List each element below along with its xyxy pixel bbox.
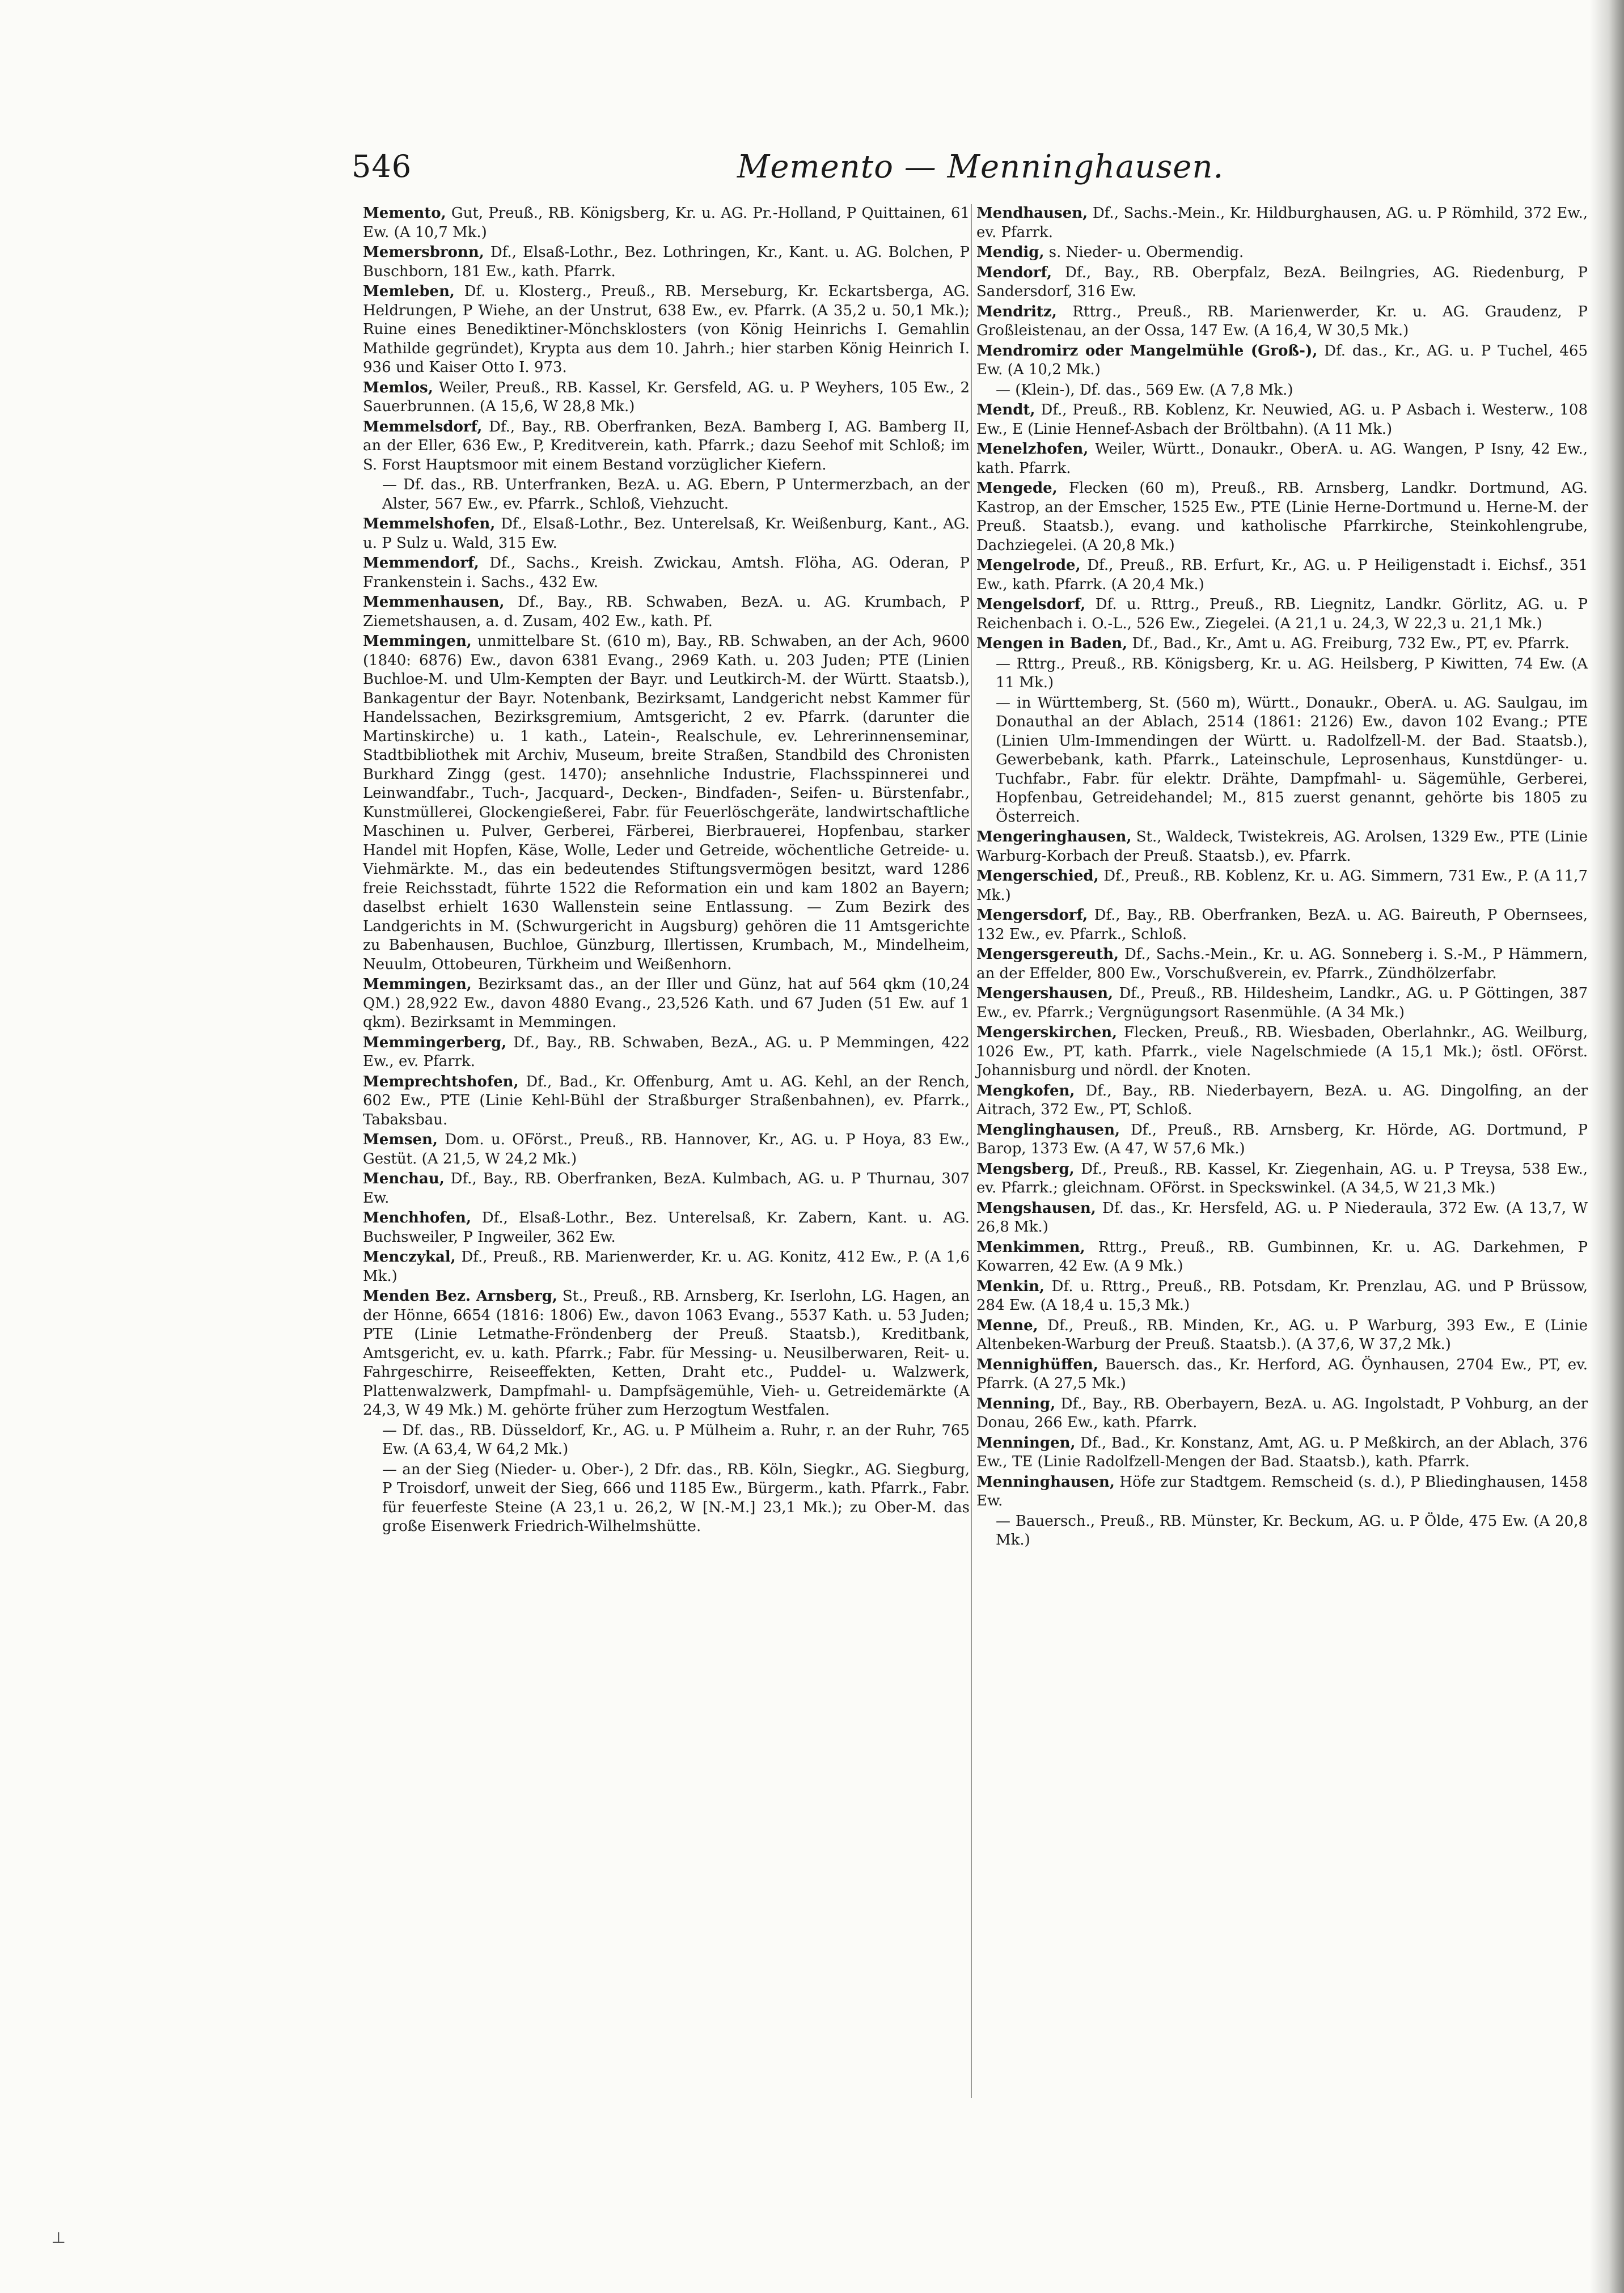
dictionary-entry: [976, 1434, 1588, 1472]
entry-headword: Menchau,: [363, 1170, 445, 1187]
dictionary-entry: [976, 1082, 1588, 1120]
dictionary-entry: [363, 1073, 970, 1130]
entry-headword: Memmenhausen,: [363, 594, 505, 611]
dictionary-entry: [976, 1199, 1588, 1237]
entry-headword: Menchhofen,: [363, 1209, 471, 1226]
dictionary-entry: [976, 828, 1588, 866]
entry-headword: Memprechtshofen,: [363, 1073, 519, 1090]
right-column: [976, 204, 1588, 1551]
entry-text: — Bauersch., Preuß., RB. Münster, Kr. Beckum, AG. u. P Ölde, 475 Ew. (A 20,8 Mk.): [996, 1512, 1588, 1549]
dictionary-entry: [363, 243, 970, 281]
entry-text: Df. das., Kr. Hersfeld, AG. u. P Niederaula, 372 Ew. (A 13,7, W 26,8 Mk.): [976, 1199, 1588, 1236]
dictionary-entry: [976, 264, 1588, 302]
entry-headword: Memmelsdorf,: [363, 418, 483, 435]
entry-headword: Menne,: [976, 1317, 1038, 1334]
entry-text: Df., Sachs.-Mein., Kr. u. AG. Sonneberg i. S.-M., P Hämmern, an der Effelder, 800 Ew., Vorschußverein, ev. Pfarrk., Zündhölzerfabr.: [976, 946, 1588, 982]
entry-text: Bezirksamt das., an der Iller und Günz, hat auf 564 qkm (10,24 QM.) 28,922 Ew., davon 4880 Evang., 23,526 Kath. und 67 Juden (51 Ew. auf 1 qkm). Bezirksamt in Memmingen.: [363, 976, 970, 1031]
entry-text: Df., Bay., RB. Oberfranken, BezA. u. AG. Baireuth, P Obernsees, 132 Ew., ev. Pfarrk., Schloß.: [976, 907, 1588, 943]
page-number: 546: [352, 149, 412, 184]
entry-headword: Mennighüffen,: [976, 1356, 1098, 1373]
entry-text: Dom. u. OFörst., Preuß., RB. Hannover, Kr., AG. u. P Hoya, 83 Ew., Gestüt. (A 21,5, W 24,2 Mk.): [363, 1131, 970, 1167]
entry-text: Flecken (60 m), Preuß., RB. Arnsberg, Landkr. Dortmund, AG. Kastrop, an der Emscher, 1525 Ew., PTE (Linie Herne-Dortmund u. Herne-M. der Preuß. Staatsb.), evang. und katholische Pfarrkirche, Steinkohlengrube, Dachziegelei. (A 20,8 Mk.): [976, 480, 1588, 554]
entry-text: Df., Sachs.-Mein., Kr. Hildburghausen, AG. u. P Römhild, 372 Ew., ev. Pfarrk.: [976, 205, 1588, 241]
entry-text: Df., Bay., RB. Niederbayern, BezA. u. AG. Dingolfing, an der Aitrach, 372 Ew., PT, Schloß.: [976, 1082, 1588, 1118]
dictionary-entry: [363, 418, 970, 475]
entry-headword: Memleben,: [363, 283, 455, 300]
entry-headword: Menninghausen,: [976, 1473, 1115, 1491]
dictionary-entry: [976, 634, 1588, 654]
column-divider: [971, 204, 972, 2098]
dictionary-entry: [976, 1277, 1588, 1315]
dictionary-entry: [363, 1131, 970, 1169]
entry-text: Bauersch. das., Kr. Herford, AG. Öynhausen, 2704 Ew., PT, ev. Pfarrk. (A 27,5 Mk.): [976, 1356, 1588, 1392]
entry-text: St., Preuß., RB. Arnsberg, Kr. Iserlohn, LG. Hagen, an der Hönne, 6654 (1816: 1806) Ew., davon 1063 Evang., 5537 Kath. u. 53 Juden; PTE (Linie Letmathe-Fröndenberg der Preuß. Staatsb.), Kreditbank, Amtsgericht, ev. u. kath. Pfarrk.; Fabr. für Messing- u. Neusilberwaren, Reit- u. Fahrgeschirre, Reiseeffekten, Ketten, Draht etc., Puddel- u. Walzwerk, Plattenwalzwerk, Dampfmahl- u. Dampfsägemühle, Vieh- u. Getreidemärkte (A 24,3, W 49 Mk.) M. gehörte früher zum Herzogtum Westfalen.: [363, 1288, 970, 1419]
entry-text: Df., Elsaß-Lothr., Bez. Unterelsaß, Kr. Zabern, Kant. u. AG. Buchsweiler, P Ingweiler, 362 Ew.: [363, 1209, 970, 1246]
entry-text: — Df. das., RB. Düsseldorf, Kr., AG. u. P Mülheim a. Ruhr, r. an der Ruhr, 765 Ew. (A 63,4, W 64,2 Mk.): [382, 1422, 970, 1458]
dictionary-entry: [976, 1160, 1588, 1198]
entry-text: Df. u. Rttrg., Preuß., RB. Liegnitz, Landkr. Görlitz, AG. u. P Reichenbach i. O.-L., 526 Ew., Ziegelei. (A 21,1 u. 24,3, W 22,3 u. 21,1 Mk.): [976, 596, 1588, 632]
entry-headword: Memmingen,: [363, 633, 472, 650]
dictionary-entry: [976, 655, 1588, 693]
dictionary-entry: [363, 1287, 970, 1420]
entry-text: — in Württemberg, St. (560 m), Württ., Donaukr., OberA. u. AG. Saulgau, im Donauthal an der Ablach, 2514 (1861: 2126) Ew., davon 102 Evang.; PTE (Linien Ulm-Immendingen der Württ. u. Radolfzell-M. der Bad. Staatsb.), Gewerbebank, kath. Pfarrk., Lateinschule, Leprosenhaus, Kunstdünger- u. Tuchfabr., Fabr. für elektr. Drähte, Dampfmahl- u. Sägemühle, Gerberei, Hopfenbau, Getreidehandel; M., 815 zuerst genannt, gehörte bis 1805 zu Österreich.: [996, 694, 1588, 826]
dictionary-entry: [363, 1209, 970, 1247]
entry-text: Df., Preuß., RB. Minden, Kr., AG. u. P Warburg, 393 Ew., E (Linie Altenbeken-Warburg der Preuß. Staatsb.). (A 37,6, W 37,2 Mk.): [976, 1317, 1588, 1353]
entry-headword: Mendt,: [976, 401, 1035, 418]
entry-text: — (Klein-), Df. das., 569 Ew. (A 7,8 Mk.): [996, 381, 1293, 399]
dictionary-entry: [363, 282, 970, 378]
scan-mark-icon: ⊥: [51, 2228, 66, 2247]
entry-text: Df., Preuß., RB. Hildesheim, Landkr., AG. u. P Göttingen, 387 Ew., ev. Pfarrk.; Vergnügungsort Rasenmühle. (A 34 Mk.): [976, 985, 1588, 1021]
entry-headword: Mengeringhausen,: [976, 828, 1132, 845]
scan-edge-shadow: [1590, 0, 1624, 2293]
entry-headword: Mengerschied,: [976, 868, 1099, 885]
entry-text: Df., Preuß., RB. Erfurt, Kr., AG. u. P Heiligenstadt i. Eichsf., 351 Ew., kath. Pfarrk. (A 20,4 Mk.): [976, 557, 1588, 593]
entry-headword: Memento,: [363, 205, 446, 222]
dictionary-entry: [976, 303, 1588, 341]
entry-headword: Menelzhofen,: [976, 441, 1089, 458]
dictionary-entry: [363, 515, 970, 553]
entry-headword: Menkimmen,: [976, 1238, 1085, 1256]
dictionary-entry: [363, 632, 970, 974]
dictionary-entry: [363, 204, 970, 242]
dictionary-entry: [363, 476, 970, 514]
entry-text: Df., Preuß., RB. Koblenz, Kr. Neuwied, AG. u. P Asbach i. Westerw., 108 Ew., E (Linie Hennef-Asbach der Bröltbahn). (A 11 Mk.): [976, 401, 1588, 438]
dictionary-entry: [976, 1121, 1588, 1159]
entry-text: Df., Preuß., RB. Koblenz, Kr. u. AG. Simmern, 731 Ew., P. (A 11,7 Mk.): [976, 868, 1588, 904]
entry-headword: Menning,: [976, 1395, 1056, 1412]
entry-text: unmittelbare St. (610 m), Bay., RB. Schwaben, an der Ach, 9600 (1840: 6876) Ew., davon 6381 Evang., 2969 Kath. u. 203 Juden; PTE (Linien Buchloe-M. und Ulm-Kempten der Bayr. und Leutkirch-M. der Württ. Staatsb.), Bankagentur der Bayr. Notenbank, Bezirksamt, Landgericht nebst Kammer für Handelssachen, Bezirksgremium, Amtsgericht, 2 ev. Pfarrk. (darunter die Martinskirche) u. 1 kath., Latein-, Realschule, ev. Lehrerinnenseminar, Stadtbibliothek mit Archiv, Museum, breite Straßen, Standbild des Chronisten Burkhard Zingg (gest. 1470); ansehnliche Industrie, Flachsspinnerei und Leinwandfabr., Tuch-, Jacquard-, Decken-, Bindfaden-, Seifen- u. Bürstenfabr., Kunstmüllerei, Glockengießerei, Fabr. für Feuerlöschgeräte, landwirtschaftliche Maschinen u. Pulver, Gerberei, Färberei, Bierbrauerei, Hopfenbau, starker Handel mit Hopfen, Käse, Wolle, Leder und Getreide, wöchentliche Getreide- u. Viehmärkte. M., das ein bedeutendes Stiftungsvermögen besitzt, ward 1286 freie Reichsstadt, führte 1522 die Reformation ein und kam 1802 an Bayern; daselbst erhielt 1630 Wallenstein seine Entlassung. — Zum Bezirk des Landgerichts in M. (Schwurgericht in Augsburg) gehören die 11 Amtsgerichte zu Babenhausen, Buchloe, Günzburg, Illertissen, Krumbach, M., Mindelheim, Neuulm, Ottobeuren, Türkheim und Weißenhorn.: [363, 633, 970, 973]
entry-headword: Memlos,: [363, 379, 433, 396]
dictionary-entry: [976, 243, 1588, 263]
dictionary-entry: [363, 1170, 970, 1208]
entry-headword: Mengkofen,: [976, 1082, 1075, 1099]
entry-headword: Mendritz,: [976, 303, 1057, 320]
entry-headword: Mendhausen,: [976, 205, 1088, 222]
page-title: Memento — Menninghausen.: [737, 149, 1224, 185]
entry-headword: Mendromirz oder Mangelmühle (Groß-),: [976, 342, 1318, 359]
dictionary-entry: [363, 554, 970, 592]
entry-headword: Mengen in Baden,: [976, 635, 1128, 652]
entry-text: Df., Elsaß-Lothr., Bez. Lothringen, Kr., Kant. u. AG. Bolchen, P Buschborn, 181 Ew., kath. Pfarrk.: [363, 244, 970, 280]
page-header: [352, 149, 1270, 194]
entry-headword: Mengsberg,: [976, 1160, 1075, 1178]
dictionary-entry: [363, 975, 970, 1033]
dictionary-entry: [976, 906, 1588, 944]
dictionary-entry: [976, 342, 1588, 380]
entry-text: Df., Bay., RB. Oberpfalz, BezA. Beilngries, AG. Riedenburg, P Sandersdorf, 316 Ew.: [976, 264, 1588, 300]
dictionary-entry: [976, 694, 1588, 827]
entry-headword: Mengelsdorf,: [976, 596, 1086, 613]
entry-headword: Mengersgereuth,: [976, 946, 1119, 963]
entry-headword: Mendig,: [976, 244, 1044, 261]
entry-text: — Df. das., RB. Unterfranken, BezA. u. AG. Ebern, P Untermerzbach, an der Alster, 567 Ew., ev. Pfarrk., Schloß, Viehzucht.: [382, 476, 970, 513]
entry-text: Höfe zur Stadtgem. Remscheid (s. d.), P Bliedinghausen, 1458 Ew.: [976, 1473, 1588, 1509]
entry-headword: Memmendorf,: [363, 555, 479, 572]
dictionary-entry: [976, 204, 1588, 242]
entry-headword: Memersbronn,: [363, 244, 484, 261]
entry-headword: Mengshausen,: [976, 1199, 1096, 1217]
entry-text: Df., Bad., Kr. Konstanz, Amt, AG. u. P Meßkirch, an der Ablach, 376 Ew., TE (Linie Radolfzell-Mengen der Bad. Staatsb.), kath. Pfarrk.: [976, 1434, 1588, 1470]
dictionary-entry: [363, 1422, 970, 1459]
entry-headword: Memsen,: [363, 1131, 438, 1148]
entry-headword: Memmingen,: [363, 976, 472, 993]
entry-text: Df., Bay., RB. Schwaben, BezA., AG. u. P Memmingen, 422 Ew., ev. Pfarrk.: [363, 1034, 970, 1070]
entry-text: Flecken, Preuß., RB. Wiesbaden, Oberlahnkr., AG. Weilburg, 1026 Ew., PT, kath. Pfarrk., viele Nagelschmiede (A 15,1 Mk.); östl. OFörst. Johannisburg und nördl. der Knoten.: [976, 1024, 1588, 1079]
entry-headword: Mengersdorf,: [976, 907, 1088, 924]
entry-text: Df. u. Klosterg., Preuß., RB. Merseburg, Kr. Eckartsberga, AG. Heldrungen, P Wiehe, an der Unstrut, 638 Ew., ev. Pfarrk. (A 35,2 u. 50,1 Mk.); Ruine eines Benediktiner-Mönchsklosters (von König Heinrichs I. Gemahlin Mathilde gegründet), Krypta aus dem 10. Jahrh.; hier starben König Heinrich I. 936 und Kaiser Otto I. 973.: [363, 283, 970, 376]
dictionary-entry: [976, 440, 1588, 478]
dictionary-entry: [976, 867, 1588, 905]
dictionary-entry: [363, 1248, 970, 1286]
dictionary-entry: [363, 593, 970, 631]
dictionary-entry: [976, 945, 1588, 983]
entry-text: St., Waldeck, Twistekreis, AG. Arolsen, 1329 Ew., PTE (Linie Warburg-Korbach der Preuß. Staatsb.), ev. Pfarrk.: [976, 828, 1588, 865]
entry-headword: Mengede,: [976, 480, 1058, 497]
entry-text: Weiler, Preuß., RB. Kassel, Kr. Gersfeld, AG. u. P Weyhers, 105 Ew., 2 Sauerbrunnen. (A 15,6, W 28,8 Mk.): [363, 379, 970, 415]
entry-headword: Mengelrode,: [976, 557, 1081, 574]
dictionary-entry: [976, 381, 1588, 400]
entry-text: s. Nieder- u. Obermendig.: [1048, 244, 1244, 261]
entry-text: Df., Bay., RB. Oberfranken, BezA. Kulmbach, AG. u. P Thurnau, 307 Ew.: [363, 1170, 970, 1207]
dictionary-entry: [363, 1034, 970, 1072]
entry-headword: Menkin,: [976, 1277, 1045, 1295]
dictionary-entry: [976, 595, 1588, 633]
dictionary-entry: [976, 479, 1588, 555]
entry-headword: Menningen,: [976, 1434, 1076, 1452]
entry-text: Df., Elsaß-Lothr., Bez. Unterelsaß, Kr. Weißenburg, Kant., AG. u. P Sulz u. Wald, 315 Ew.: [363, 515, 970, 552]
entry-headword: Memmingerberg,: [363, 1034, 507, 1051]
dictionary-entry: [976, 1023, 1588, 1081]
dictionary-entry: [976, 556, 1588, 594]
entry-headword: Menglinghausen,: [976, 1121, 1120, 1139]
entry-text: Df., Bay., RB. Oberfranken, BezA. Bamberg I, AG. Bamberg II, an der Eller, 636 Ew., P, Kreditverein, kath. Pfarrk.; dazu Seehof mit Schloß; im S. Forst Hauptsmoor mit einem Bestand vorzüglicher Kiefern.: [363, 418, 970, 473]
entry-headword: Memmelshofen,: [363, 515, 496, 532]
dictionary-entry: [976, 1356, 1588, 1394]
dictionary-entry: [363, 1461, 970, 1537]
dictionary-entry: [976, 1512, 1588, 1550]
entry-headword: Menczykal,: [363, 1249, 456, 1266]
entry-text: Df., Bad., Kr. Offenburg, Amt u. AG. Kehl, an der Rench, 602 Ew., PTE (Linie Kehl-Bühl der Straßburger Straßenbahnen), ev. Pfarrk., Tabaksbau.: [363, 1073, 970, 1128]
entry-text: Df., Sachs., Kreish. Zwickau, Amtsh. Flöha, AG. Oderan, P Frankenstein i. Sachs., 432 Ew.: [363, 555, 970, 591]
entry-text: Df., Preuß., RB. Kassel, Kr. Ziegenhain, AG. u. P Treysa, 538 Ew., ev. Pfarrk.; gleichnam. OFörst. in Speckswinkel. (A 34,5, W 21,3 Mk.): [976, 1160, 1588, 1196]
entry-headword: Menden Bez. Arnsberg,: [363, 1288, 557, 1305]
dictionary-entry: [976, 1238, 1588, 1276]
entry-text: Rttrg., Preuß., RB. Marienwerder, Kr. u. AG. Graudenz, P Großleistenau, an der Ossa, 147 Ew. (A 16,4, W 30,5 Mk.): [976, 303, 1588, 339]
dictionary-entry: [976, 984, 1588, 1022]
entry-text: Df., Preuß., RB. Arnsberg, Kr. Hörde, AG. Dortmund, P Barop, 1373 Ew. (A 47, W 57,6 Mk.): [976, 1121, 1588, 1157]
dictionary-entry: [976, 401, 1588, 439]
entry-text: Df., Preuß., RB. Marienwerder, Kr. u. AG. Konitz, 412 Ew., P. (A 1,6 Mk.): [363, 1249, 970, 1285]
entry-text: — an der Sieg (Nieder- u. Ober-), 2 Dfr. das., RB. Köln, Siegkr., AG. Siegburg, P Troisdorf, unweit der Sieg, 666 und 1185 Ew., Bürgerm., kath. Pfarrk., Fabr. für feuerfeste Steine (A 23,1 u. 26,2, W [N.-M.] 23,1 Mk.); zu Ober-M. das große Eisenwerk Friedrich-Wilhelmshütte.: [382, 1461, 970, 1535]
entry-text: Df., Bay., RB. Schwaben, BezA. u. AG. Krumbach, P Ziemetshausen, a. d. Zusam, 402 Ew., kath. Pf.: [363, 594, 970, 630]
entry-headword: Mendorf,: [976, 264, 1052, 281]
dictionary-entry: [976, 1395, 1588, 1433]
entry-text: Rttrg., Preuß., RB. Gumbinnen, Kr. u. AG. Darkehmen, P Kowarren, 42 Ew. (A 9 Mk.): [976, 1238, 1588, 1275]
entry-text: Df. das., Kr., AG. u. P Tuchel, 465 Ew. (A 10,2 Mk.): [976, 342, 1588, 378]
dictionary-entry: [976, 1317, 1588, 1355]
entry-text: — Rttrg., Preuß., RB. Königsberg, Kr. u. AG. Heilsberg, P Kiwitten, 74 Ew. (A 11 Mk.): [996, 655, 1588, 691]
entry-text: Gut, Preuß., RB. Königsberg, Kr. u. AG. Pr.-Holland, P Quittainen, 61 Ew. (A 10,7 Mk.): [363, 205, 970, 241]
entry-text: Weiler, Württ., Donaukr., OberA. u. AG. Wangen, P Isny, 42 Ew., kath. Pfarrk.: [976, 441, 1588, 477]
dictionary-entry: [363, 379, 970, 417]
entry-headword: Mengershausen,: [976, 985, 1114, 1002]
left-column: [363, 204, 970, 1538]
entry-text: Df., Bay., RB. Oberbayern, BezA. u. AG. Ingolstadt, P Vohburg, an der Donau, 266 Ew., kath. Pfarrk.: [976, 1395, 1588, 1431]
entry-headword: Mengerskirchen,: [976, 1024, 1118, 1041]
dictionary-entry: [976, 1473, 1588, 1511]
entry-text: Df. u. Rttrg., Preuß., RB. Potsdam, Kr. Prenzlau, AG. und P Brüssow, 284 Ew. (A 18,4 u. 15,3 Mk.): [976, 1277, 1588, 1314]
entry-text: Df., Bad., Kr., Amt u. AG. Freiburg, 732 Ew., PT, ev. Pfarrk.: [1132, 635, 1570, 652]
